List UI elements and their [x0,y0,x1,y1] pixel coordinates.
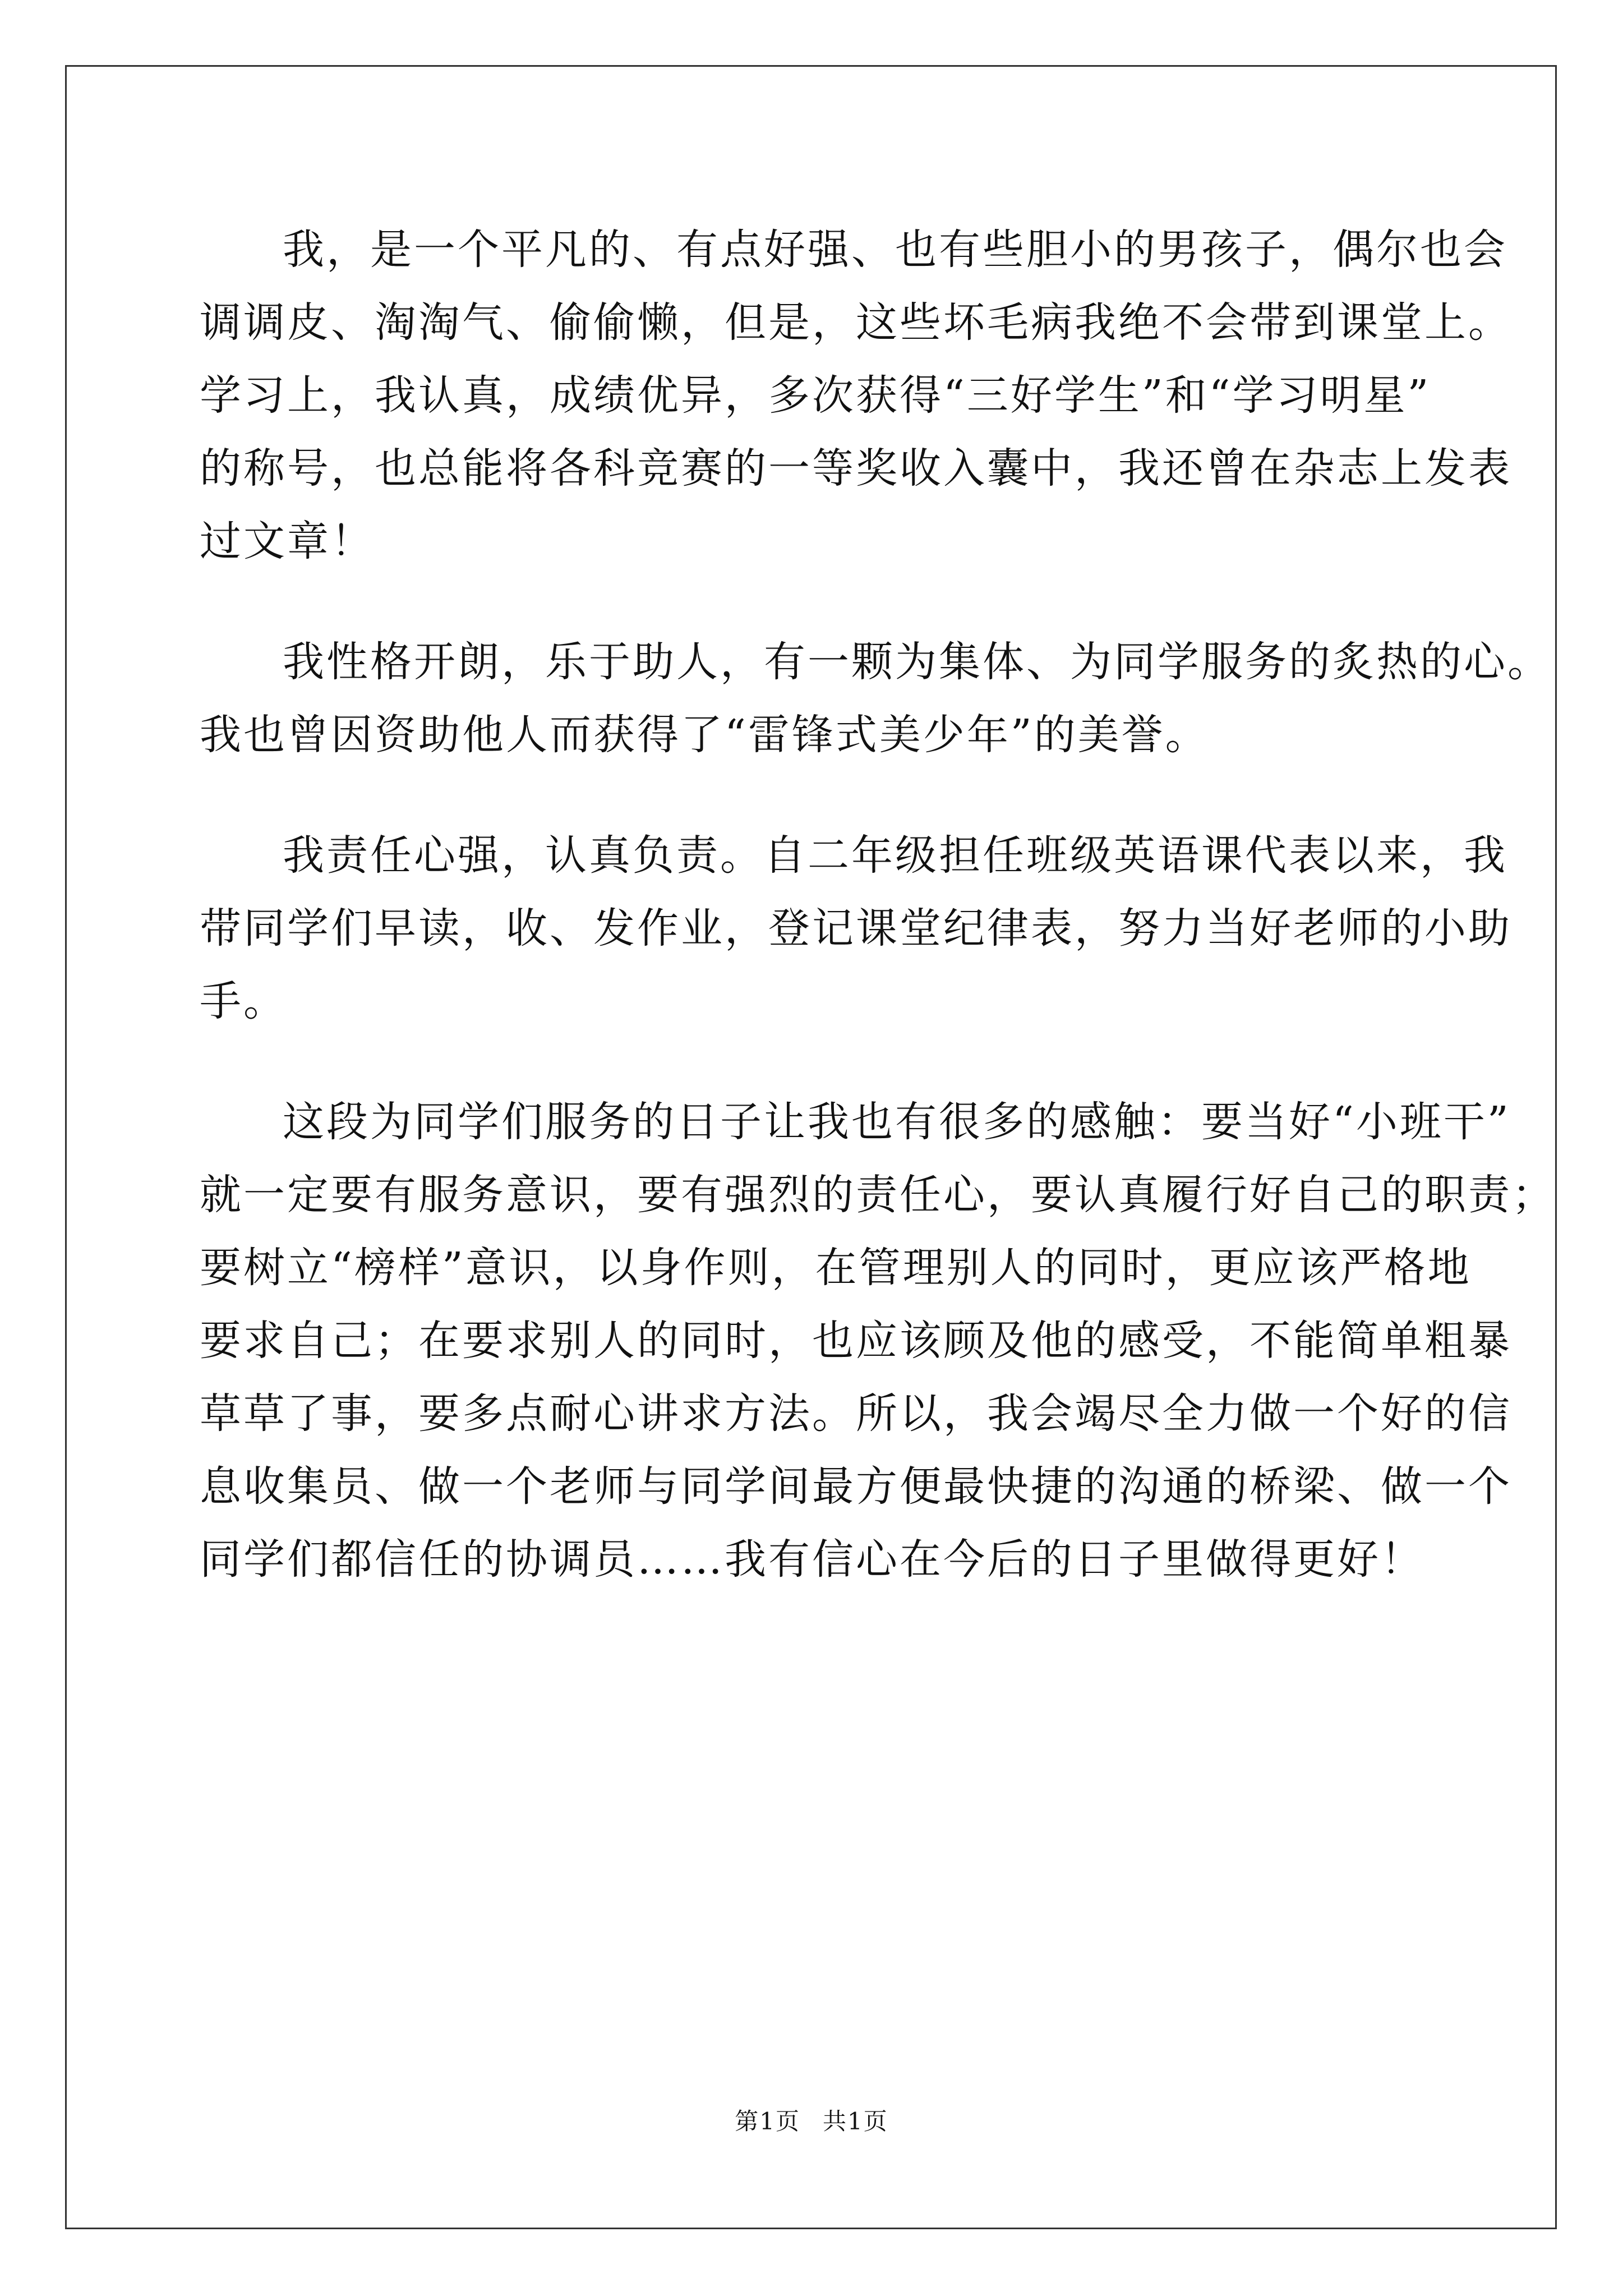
paragraph-line: 的称号，也总能将各科竞赛的一等奖收入囊中，我还曾在杂志上发表 [200,444,1512,493]
page-footer [0,2105,1623,2138]
paragraph-line: 草草了事，要多点耐心讲求方法。所以，我会竭尽全力做一个好的信 [200,1389,1512,1438]
paragraph-line: 这段为同学们服务的日子让我也有很多的感触：要当好“小班干” [283,1098,1511,1146]
paragraph-line: 我也曾因资助他人而获得了“雷锋式美少年”的美誉。 [200,711,1209,759]
paragraph-line: 要树立“榜样”意识，以身作则，在管理别人的同时，更应该严格地 [200,1244,1472,1292]
paragraph-line: 学习上，我认真，成绩优异，多次获得“三好学生”和“学习明星” [200,371,1431,420]
paragraph-line: 息收集员、做一个老师与同学间最方便最快捷的沟通的桥梁、做一个 [200,1462,1512,1511]
paragraph-line: 过文章！ [200,517,375,565]
paragraph-line: 要求自己；在要求别人的同时，也应该顾及他的感受，不能简单粗暴 [200,1317,1512,1365]
paragraph-line: 调调皮、淘淘气、偷偷懒，但是，这些坏毛病我绝不会带到课堂上。 [200,298,1512,347]
paragraph-line: 我性格开朗，乐于助人，有一颗为集体、为同学服务的炙热的心。 [283,638,1551,686]
page-total: 共1页 [823,2108,888,2135]
page-number: 第1页 [735,2108,800,2135]
paragraph-line: 同学们都信任的协调员……我有信心在今后的日子里做得更好！ [200,1535,1424,1584]
paragraph-line: 就一定要有服务意识，要有强烈的责任心，要认真履行好自己的职责； [200,1171,1556,1219]
paragraph-line: 带同学们早读，收、发作业，登记课堂纪律表，努力当好老师的小助 [200,904,1512,953]
paragraph-line: 手。 [200,977,287,1025]
paragraph-line: 我，是一个平凡的、有点好强、也有些胆小的男孩子，偶尔也会 [283,226,1507,274]
paragraph-line: 我责任心强，认真负责。自二年级担任班级英语课代表以来，我 [283,831,1507,880]
